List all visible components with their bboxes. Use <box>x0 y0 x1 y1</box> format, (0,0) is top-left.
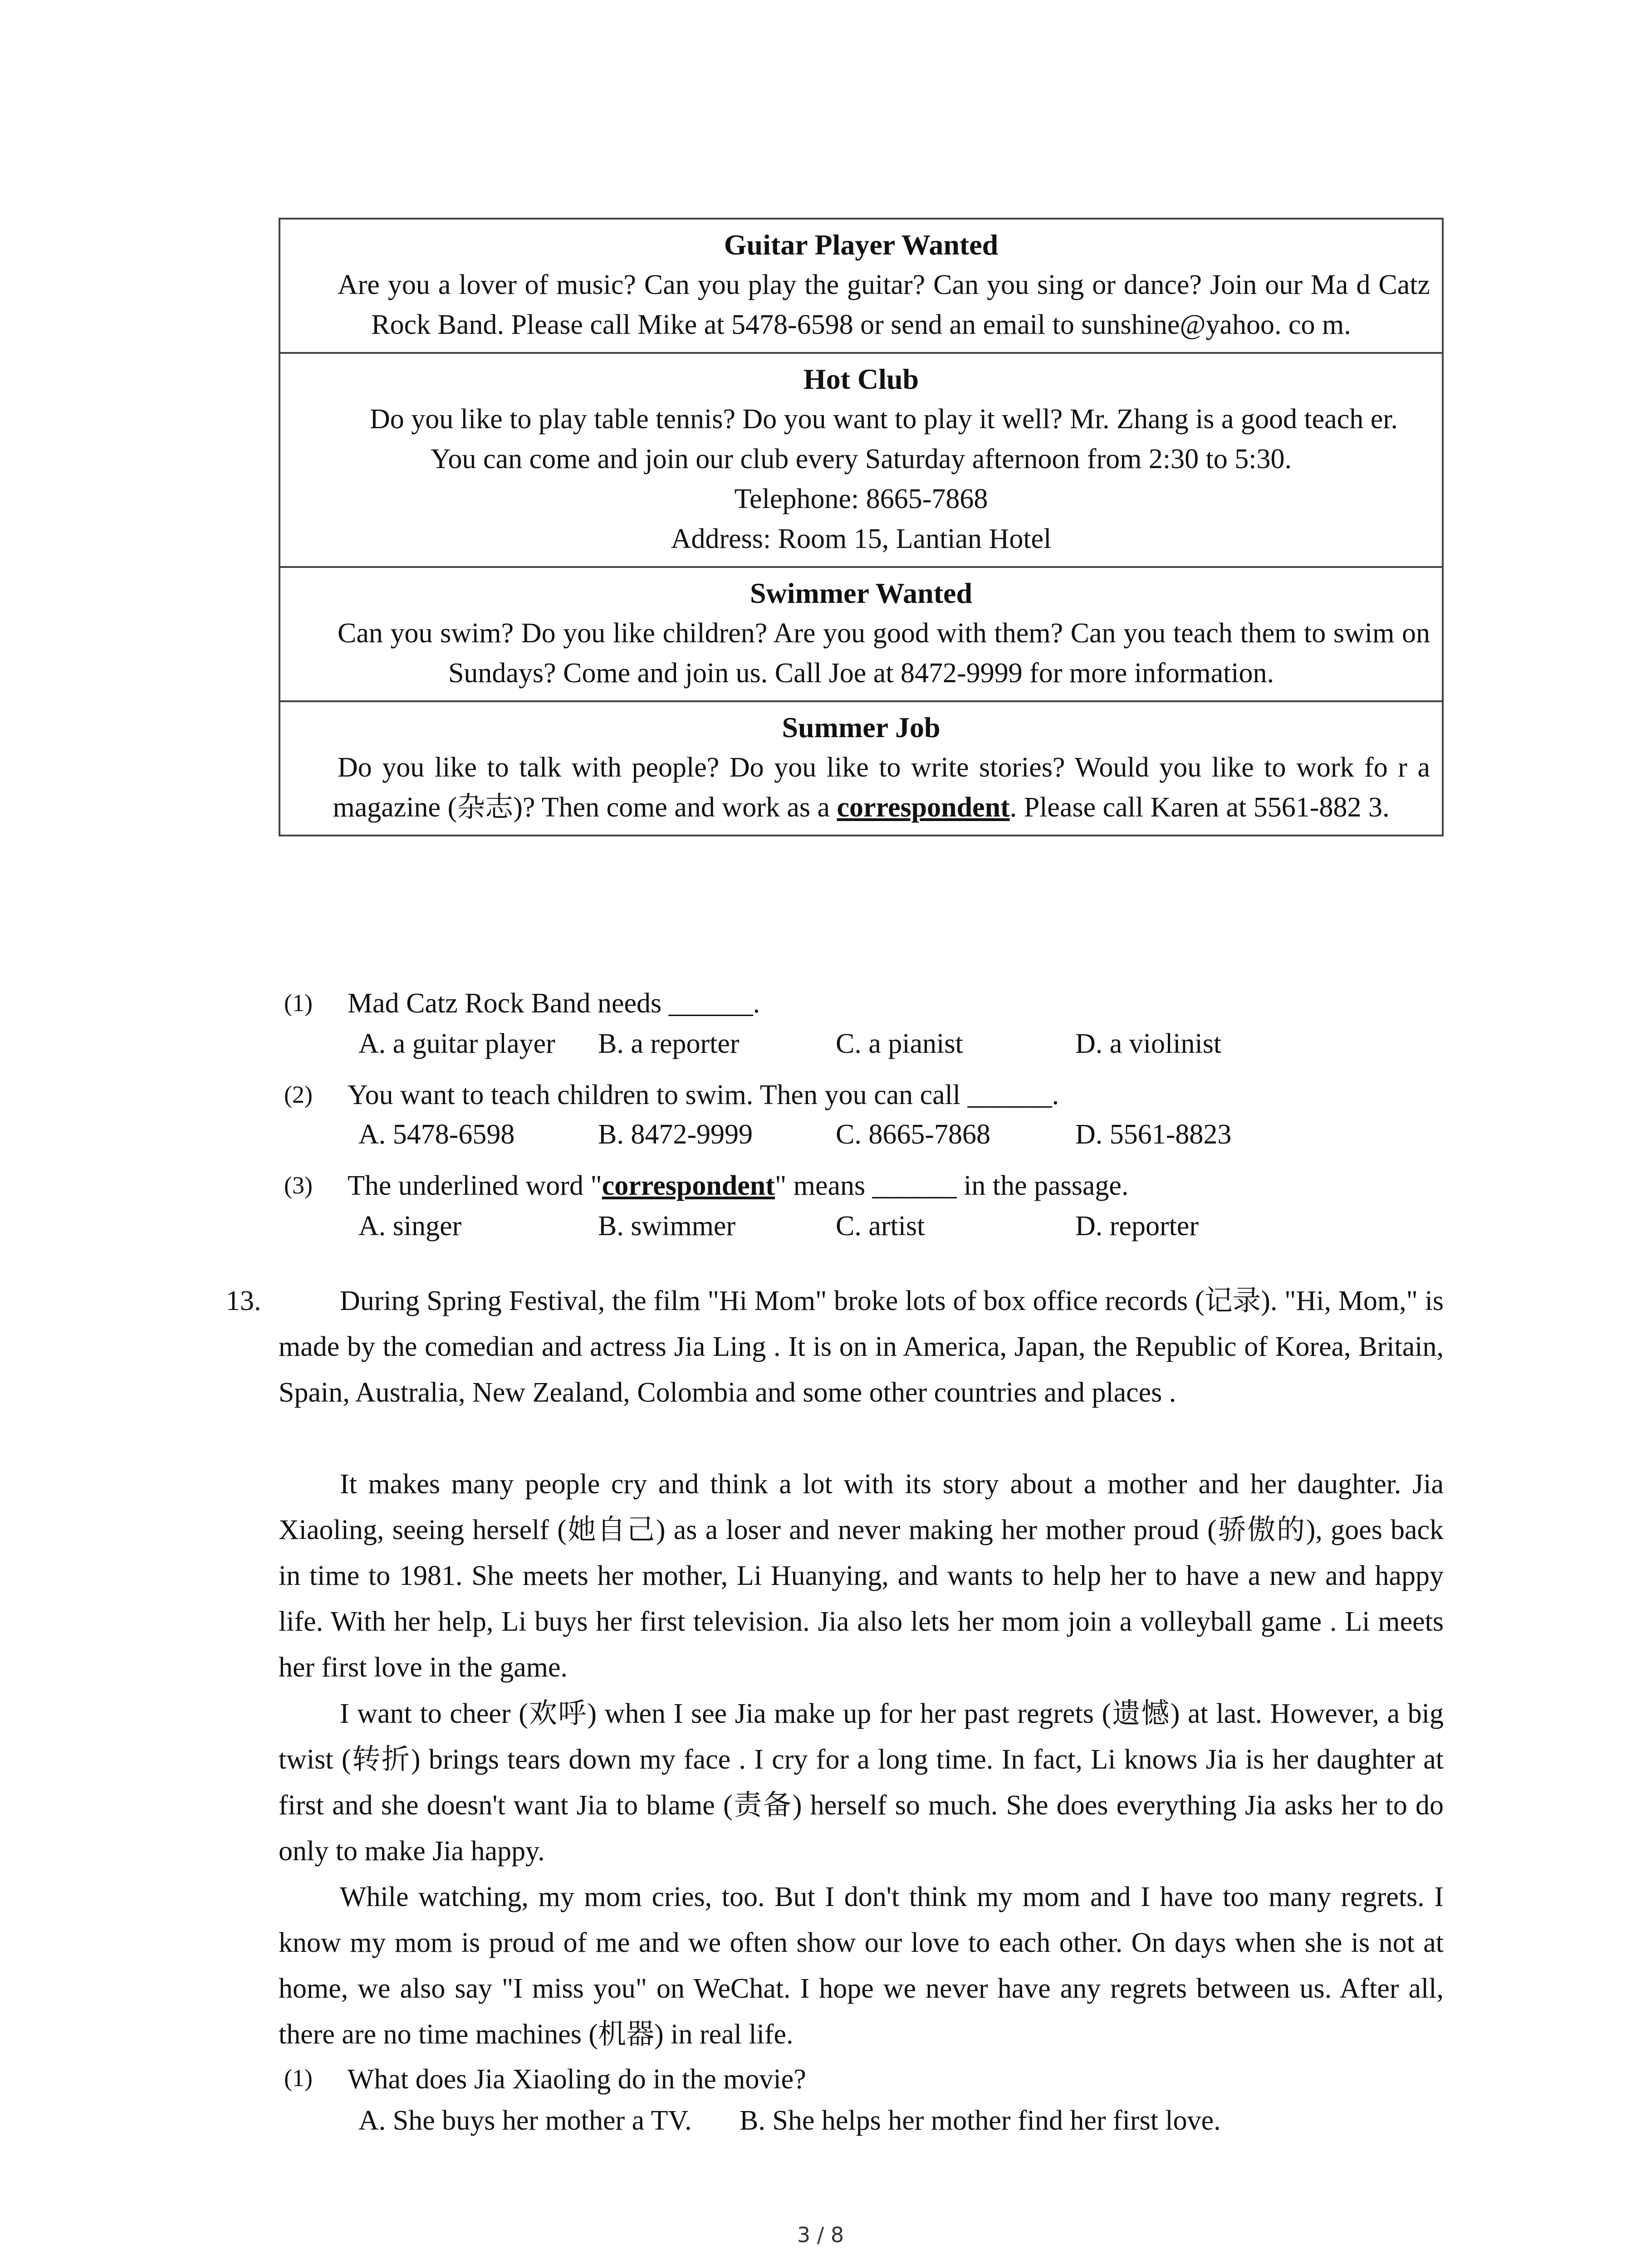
option-b: B. swimmer <box>598 1211 736 1242</box>
paragraph-text: I want to cheer (欢呼) when I see Jia make up for her past regrets (遗憾) at last. However, a big twist (转折) brings tears down my face . I cry for a long time. In fact, Li knows Jia is her daughter at first and she doesn't want Jia to blame (责备) herself so much. She does everything Jia asks her to do only to make Jia happy. <box>279 1698 1444 1867</box>
paragraph-text: During Spring Festival, the film "Hi Mom" broke lots of box office records (记录). "Hi, Mom," is made by the comedian and actress Jia Ling . It is on in America, Japan, the Republic of Korea, Britain, Spain, Australia, New Zealand, Colombia and some other countries and places . <box>279 1286 1444 1408</box>
page-number: 3 / 8 <box>797 2223 844 2247</box>
option-b: B. a reporter <box>598 1028 740 1059</box>
question-stem: You want to teach children to swim. Then you can call ______. <box>348 1080 1059 1110</box>
ad-title: Guitar Player Wanted <box>724 229 999 261</box>
option-d: D. a violinist <box>1075 1028 1222 1059</box>
question-number-13: 13. <box>226 1286 261 1316</box>
ad-swimmer <box>280 568 1442 702</box>
option-a: A. She buys her mother a TV. <box>358 2105 692 2136</box>
ad-text: Are you a lover of music? Can you play the guitar? Can you sing or dance? Join our Ma d Catz Rock Band. Please call Mike at 5478-6598 or send an email to sunshine@yahoo. co m. <box>338 269 1430 340</box>
ad-text: Can you swim? Do you like children? Are you good with them? Can you teach them to swim on Sundays? Come and join us. Call Joe at 8472-9999 for more information. <box>338 618 1430 689</box>
question-number: (1) <box>284 989 313 1017</box>
option-d: D. 5561-8823 <box>1075 1119 1232 1150</box>
paragraph-text: While watching, my mom cries, too. But I don't think my mom and I have too many regrets. I know my mom is proud of me and we often show our love to each other. On days when she is not at home, we also say "I miss you" on WeChat. I hope we never have any regrets between us. After all, there are no time machines (机器) in real life. <box>279 1882 1444 2050</box>
stem-part: " means ______ in the passage. <box>774 1170 1129 1201</box>
option-d: D. reporter <box>1075 1211 1199 1242</box>
ad-telephone: Telephone: 8665-7868 <box>734 484 988 514</box>
ad-address: Address: Room 15, Lantian Hotel <box>671 523 1052 554</box>
question-number: (3) <box>284 1172 313 1199</box>
option-c: C. 8665-7868 <box>836 1119 990 1150</box>
ad-summer-job <box>280 702 1442 835</box>
ad-text: Do you like to play table tennis? Do you want to play it well? Mr. Zhang is a good teach er. <box>370 404 1398 435</box>
ad-guitar-player <box>280 220 1442 354</box>
question-number: (1) <box>284 2064 313 2092</box>
option-b: B. She helps her mother find her first love. <box>740 2105 1221 2136</box>
option-b: B. 8472-9999 <box>598 1119 753 1150</box>
question-stem <box>348 1166 1128 1206</box>
ad-title: Swimmer Wanted <box>749 577 973 609</box>
option-a: A. 5478-6598 <box>358 1119 515 1150</box>
question-stem: Mad Catz Rock Band needs ______. <box>348 988 760 1019</box>
passage-paragraph <box>279 1874 1444 2058</box>
ad-text <box>292 748 1430 827</box>
ad-text-before: Do you like to talk with people? Do you like to write stories? Would you like to work fo r a magazine (杂志)? Then come and work as a <box>333 752 1430 823</box>
option-a: A. singer <box>358 1211 462 1242</box>
underlined-word: correspondent <box>837 792 1010 823</box>
ad-text-after: . Please call Karen at 5561-882 3. <box>1009 792 1390 823</box>
stem-part: The underlined word " <box>348 1170 602 1201</box>
ad-hot-club <box>280 354 1442 568</box>
ad-title: Hot Club <box>803 363 919 395</box>
question-stem: What does Jia Xiaoling do in the movie? <box>348 2064 806 2095</box>
ad-text: You can come and join our club every Saturday afternoon from 2:30 to 5:30. <box>430 444 1292 474</box>
underlined-word: correspondent <box>602 1170 775 1201</box>
paragraph-text: It makes many people cry and think a lot with its story about a mother and her daughter. Jia Xiaoling, seeing herself (她自己) as a loser and never making her mother proud (骄傲的), goes back in time to 1981. She meets her mother, Li Huanying, and wants to help her to have a new and happy life. With her help, Li buys her first television. Jia also lets her mom join a volleyball game . Li meets her first love in the game. <box>279 1469 1444 1683</box>
ads-table <box>279 218 1444 836</box>
ad-title: Summer Job <box>782 711 941 743</box>
option-c: C. artist <box>836 1211 925 1242</box>
option-c: C. a pianist <box>836 1028 963 1059</box>
passage-paragraph <box>279 1691 1444 1874</box>
passage-paragraph <box>279 1461 1444 1691</box>
question-number: (2) <box>284 1081 313 1108</box>
option-a: A. a guitar player <box>358 1028 555 1059</box>
passage-paragraph <box>279 1278 1444 1416</box>
